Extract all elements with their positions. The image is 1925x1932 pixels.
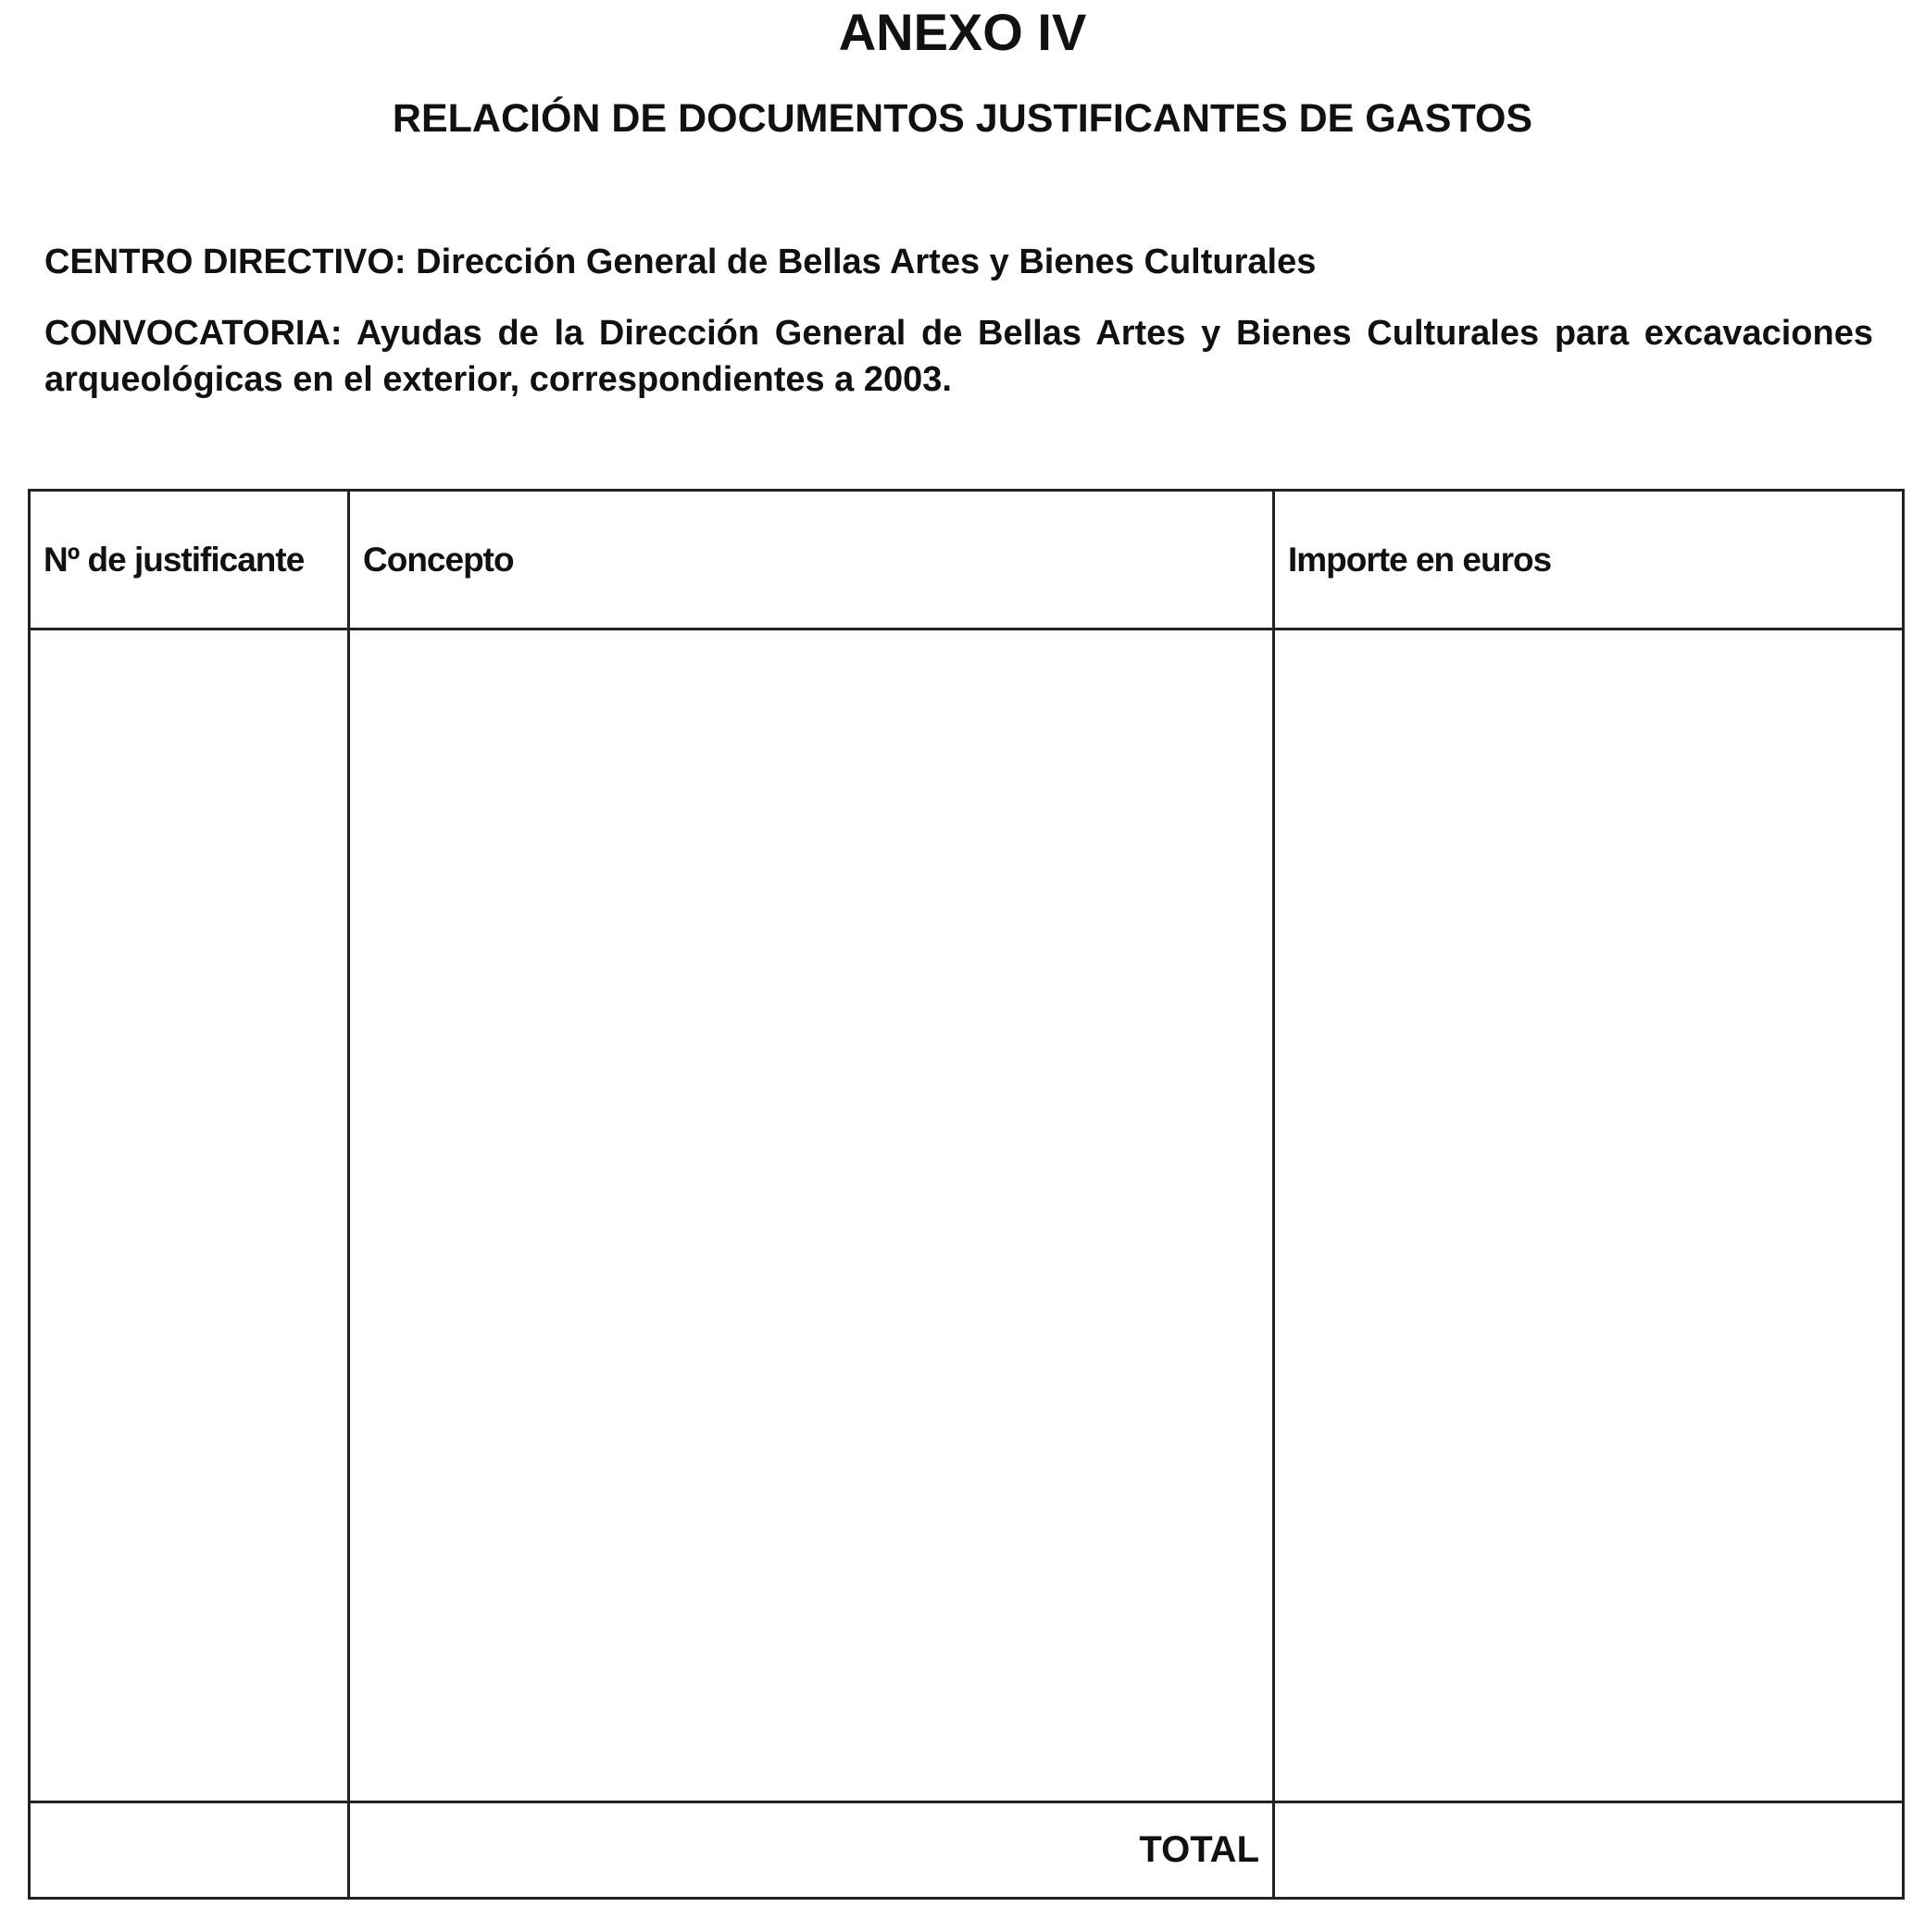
table-header-row (30, 491, 1904, 629)
total-row (30, 1802, 1904, 1899)
convocatoria-value: Ayudas de la Dirección General de Bellas Artes y Bienes Culturales para excavaciones arqueológicas en el exterior, correspondientes a 2003. (44, 314, 1873, 399)
convocatoria-label: CONVOCATORIA: (44, 314, 343, 353)
header-concepto: Concepto (349, 491, 1274, 629)
total-amount-cell[interactable] (1274, 1802, 1904, 1899)
concepto-cell[interactable] (349, 629, 1274, 1802)
document-title: ANEXO IV (838, 3, 1087, 61)
centro-directivo-value: Dirección General de Bellas Artes y Bienes Culturales (416, 243, 1317, 281)
document-subtitle: RELACIÓN DE DOCUMENTOS JUSTIFICANTES DE GASTOS (392, 96, 1533, 141)
centro-directivo-line (44, 239, 1873, 285)
centro-directivo-label: CENTRO DIRECTIVO: (44, 243, 406, 281)
expense-table (28, 489, 1905, 1900)
importe-cell[interactable] (1274, 629, 1904, 1802)
total-empty-cell (30, 1802, 349, 1899)
header-justificante-number: Nº de justificante (30, 491, 349, 629)
total-label: TOTAL (349, 1802, 1274, 1899)
justificante-number-cell[interactable] (30, 629, 349, 1802)
table-row (30, 629, 1904, 1802)
header-importe: Importe en euros (1274, 491, 1904, 629)
convocatoria-paragraph (44, 310, 1873, 403)
